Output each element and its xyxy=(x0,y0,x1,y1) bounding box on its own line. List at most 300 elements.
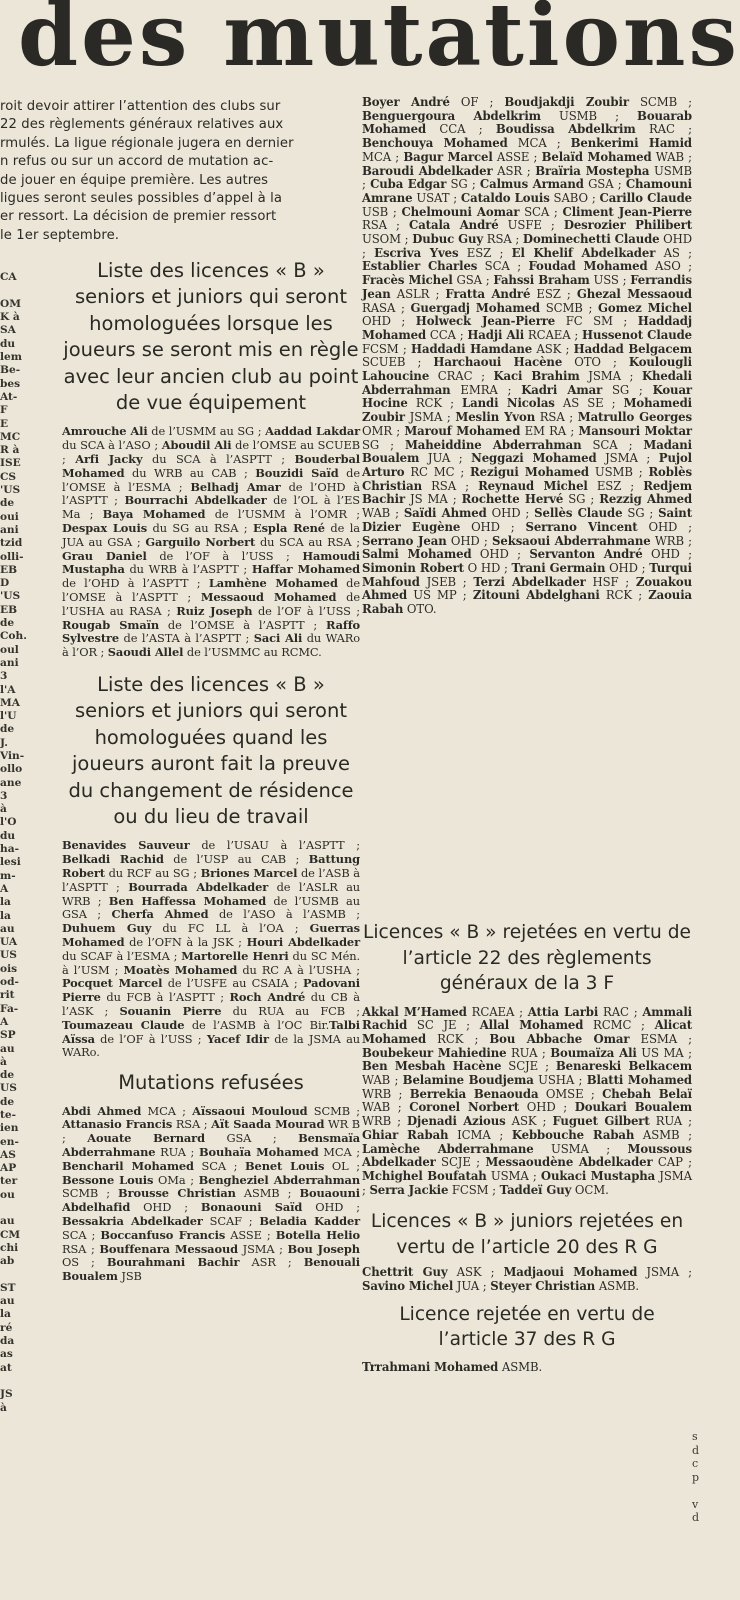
cut-text-fragment: A xyxy=(0,1015,9,1028)
cut-text-fragment: du xyxy=(0,829,16,842)
club-transfer: USMB ; xyxy=(362,163,692,192)
cut-text-fragment: JS xyxy=(0,1388,13,1401)
left-column-cut-text xyxy=(0,258,27,1415)
club-transfer: JUA ; xyxy=(419,451,472,466)
player-name: Simonin Robert xyxy=(362,560,464,575)
intro-line: n refus ou sur un accord de mutation ac- xyxy=(0,154,274,170)
player-name: Matrullo Georges xyxy=(577,410,692,425)
club-transfer: ESMA ; xyxy=(629,1031,692,1046)
cut-text-fragment: de xyxy=(0,1095,15,1108)
club-transfer: RCK ; xyxy=(407,396,463,411)
cut-text-fragment: l'U xyxy=(0,710,17,723)
player-name: Rougab Smaïn xyxy=(62,617,160,632)
cut-text-fragment: au xyxy=(0,1215,15,1228)
cut-text-fragment xyxy=(0,285,22,298)
club-transfer: du SCAF à l’ESMA ; xyxy=(62,948,182,963)
cut-text-fragment: Be- xyxy=(0,364,21,377)
club-transfer: de l’USFE au CSAIA ; xyxy=(162,976,303,991)
player-name: Bensmaïa Abderrahmane xyxy=(62,1131,360,1159)
club-transfer: JSMA ; xyxy=(238,1241,288,1256)
intro-line: le 1er septembre. xyxy=(0,227,120,243)
club-transfer: USS ; xyxy=(589,273,631,288)
club-transfer: du SCA à l’ASPTT ; xyxy=(142,452,295,467)
club-transfer: US MP ; xyxy=(407,588,473,603)
player-name: Chamouni Amrane xyxy=(362,177,692,205)
club-transfer: RUA ; xyxy=(155,1144,199,1159)
cut-text-fragment: la xyxy=(0,909,11,922)
player-name: Guerras Mohamed xyxy=(62,921,360,949)
player-name: Carillo Claude xyxy=(599,190,692,205)
cut-text-fragment: tzid xyxy=(0,537,23,550)
player-name: Allal Mohamed xyxy=(479,1018,584,1033)
player-name: Boudjakdji Zoubir xyxy=(504,95,629,109)
club-transfer: SCMB ; xyxy=(62,1186,119,1201)
player-name: Ben Haffessa Mohamed xyxy=(108,893,267,908)
club-transfer: OHD ; xyxy=(605,560,650,575)
player-name: Dominechetti Claude xyxy=(522,232,660,247)
club-transfer: ASMB ; xyxy=(634,1127,693,1142)
club-transfer: de l’ASMB à l’OC Bir. xyxy=(184,1017,330,1032)
club-transfer: de l’OMSE à l’ASPTT ; xyxy=(159,617,326,632)
list-mutations-refusees-part1 xyxy=(62,1105,360,1367)
player-name: Talbi Aïssa xyxy=(62,1017,361,1046)
player-name: Brousse Christian xyxy=(118,1186,236,1201)
cut-text-fragment: la xyxy=(0,896,11,909)
player-name: Bessone Louis xyxy=(62,1172,154,1187)
player-name: Moatès Mohamed xyxy=(123,962,238,977)
club-transfer: SCMB ; xyxy=(307,1103,360,1118)
club-transfer: de l’OF à l’USS ; xyxy=(94,1031,207,1046)
club-transfer: CRAC ; xyxy=(429,369,494,384)
player-name: Rezigui Mohamed xyxy=(470,464,589,479)
cut-text-fragment: l'O xyxy=(0,816,17,829)
club-transfer: OHD ; xyxy=(471,547,530,562)
club-transfer: RCAEA ; xyxy=(466,1004,528,1019)
cut-text-fragment: c xyxy=(692,1457,699,1470)
club-transfer: SCAF ; xyxy=(202,1213,260,1228)
club-transfer: RAC ; xyxy=(635,122,692,137)
club-transfer: du SCA au RSA ; xyxy=(255,534,360,549)
player-name: Ruiz Joseph xyxy=(176,603,253,618)
club-transfer: SCA ; xyxy=(193,1158,246,1173)
player-name: Climent Jean-Pierre xyxy=(562,204,692,219)
club-transfer: OHD ; xyxy=(362,314,416,329)
cut-text-fragment: ISE xyxy=(0,457,21,470)
cut-text-fragment: du xyxy=(0,337,16,350)
list-licences-rejetees-22 xyxy=(362,1006,692,1198)
club-transfer: de l’ASTA à l’ASPTT ; xyxy=(119,631,254,646)
cut-text-fragment: E xyxy=(0,417,9,430)
club-transfer: JSMA ; xyxy=(405,410,456,425)
cut-text-fragment: as xyxy=(0,1348,13,1361)
player-name: Ghiar Rabah xyxy=(362,1127,449,1142)
cut-text-fragment: à xyxy=(0,1401,7,1414)
cut-text-fragment: ter xyxy=(0,1175,18,1188)
club-transfer: OMa ; xyxy=(153,1172,199,1187)
player-name: Marouf Mohamed xyxy=(404,423,521,438)
cut-text-fragment: A xyxy=(0,882,9,895)
player-name: Briones Marcel xyxy=(200,866,298,881)
club-transfer: de l’OFN à la JSK ; xyxy=(124,935,247,949)
club-transfer: de l’USMB au GSA ; xyxy=(62,893,360,922)
player-name: Duhuem Guy xyxy=(62,921,152,936)
player-name: Fuguet Gilbert xyxy=(552,1114,650,1129)
cut-text-fragment: lesi xyxy=(0,856,21,869)
club-transfer: ASSE ; xyxy=(492,149,542,164)
player-name: Grau Daniel xyxy=(62,548,147,563)
club-transfer: GSA ; xyxy=(452,273,494,288)
player-name: Mchighel Boufatah xyxy=(362,1168,487,1183)
club-transfer: AS SE ; xyxy=(554,396,624,411)
cut-text-fragment: l'A xyxy=(0,683,16,696)
player-name: Ben Mesbah Hacène xyxy=(362,1059,502,1074)
cut-text-fragment xyxy=(0,1269,22,1282)
club-transfer: SCA ; xyxy=(477,259,529,274)
player-name: Messaoud Mohamed xyxy=(200,590,337,604)
club-transfer: HSF ; xyxy=(585,574,636,589)
club-transfer: USMA ; xyxy=(533,1141,628,1156)
player-name: Bourrachi Abdelkader xyxy=(124,493,267,508)
player-name: Meslin Yvon xyxy=(455,410,536,425)
club-transfer: SG ; xyxy=(446,177,480,192)
club-transfer: FCSM ; xyxy=(448,1182,500,1197)
cut-text-fragment: à xyxy=(0,1055,7,1068)
player-name: Bencharil Mohamed xyxy=(62,1158,194,1173)
club-transfer: RSA ; xyxy=(62,1241,100,1256)
player-name: Ghezal Messaoud xyxy=(576,286,693,301)
player-name: Zouakou Ahmed xyxy=(362,574,692,603)
player-name: Saint Dizier Eugène xyxy=(362,506,692,534)
club-transfer: du FCB à l’ASPTT ; xyxy=(100,990,230,1005)
player-name: Redjem Bachir xyxy=(362,478,692,507)
club-transfer: du WARo à l’OR ; xyxy=(62,631,360,660)
club-transfer: WAB ; xyxy=(651,149,692,164)
club-transfer: WR B ; xyxy=(62,1117,360,1146)
club-transfer: ASK ; xyxy=(447,1265,504,1280)
player-name: Braïria Mostepha xyxy=(535,163,650,178)
club-transfer: RUA ; xyxy=(649,1114,692,1129)
intro-line: de jouer en équipe première. Les autres xyxy=(0,172,269,188)
player-name: Steyer Christian xyxy=(490,1279,596,1294)
player-name: Ferrandis Jean xyxy=(362,273,692,301)
player-name: Benchouya Mohamed xyxy=(362,136,508,151)
player-name: Boccanfuso Francis xyxy=(100,1227,226,1242)
cut-text-fragment: au xyxy=(0,1295,15,1308)
club-transfer: SCJE ; xyxy=(501,1059,556,1074)
player-name: Botella Helio xyxy=(275,1227,360,1242)
player-name: Seksaoui Abderrahmane xyxy=(492,533,651,548)
club-transfer: OHD ; xyxy=(642,547,693,562)
club-transfer: OHD ; xyxy=(362,232,693,260)
cut-text-fragment: ST xyxy=(0,1281,16,1294)
player-name: Trrahmani Mohamed xyxy=(362,1359,499,1374)
club-transfer: du RCF au SG ; xyxy=(104,866,201,881)
cut-text-fragment: bes xyxy=(0,377,21,390)
club-transfer: SCA ; xyxy=(581,437,644,452)
cut-text-fragment: AP xyxy=(0,1162,17,1175)
player-name: Lamhène Mohamed xyxy=(208,576,338,591)
cut-text-fragment: US xyxy=(0,949,17,962)
cut-text-fragment: D xyxy=(0,577,10,590)
cut-text-fragment: 3 xyxy=(0,670,8,683)
player-name: Zaouia Rabah xyxy=(362,588,693,617)
club-transfer: du RUA au FCB ; xyxy=(221,1003,360,1018)
player-name: Trani Germain xyxy=(511,560,606,575)
cut-text-fragment: at xyxy=(0,1361,12,1374)
player-name: Blatti Mohamed xyxy=(586,1073,692,1088)
cut-text-fragment: oul xyxy=(0,643,19,656)
club-transfer: du CB à l’ASK ; xyxy=(62,990,360,1018)
club-transfer: USOM ; xyxy=(362,232,413,247)
club-transfer: SCMB ; xyxy=(540,300,598,315)
player-name: Hadji Ali xyxy=(467,327,525,342)
club-transfer: WAB ; xyxy=(362,1100,410,1115)
player-name: Padovani Pierre xyxy=(62,976,360,1005)
cut-text-fragment xyxy=(692,1484,702,1498)
player-name: Khedali Abderrahman xyxy=(362,369,692,397)
player-name: Bouaouni Abdelhafid xyxy=(62,1186,361,1215)
club-transfer: ESZ ; xyxy=(587,478,644,493)
club-transfer: OHD ; xyxy=(637,519,693,534)
player-name: Abdi Ahmed xyxy=(62,1103,142,1118)
player-name: Houri Abdelkader xyxy=(246,935,360,949)
player-name: Guergadj Mohamed xyxy=(410,300,541,315)
club-transfer: RCK ; xyxy=(599,588,649,603)
heading-licence-rejetee-37: Licence rejetée en vertu de l’article 37 des R G xyxy=(399,1303,655,1351)
player-name: Bou Joseph xyxy=(287,1241,360,1256)
cut-text-fragment: EB xyxy=(0,603,18,616)
player-name: Kaci Brahim xyxy=(493,369,580,384)
cut-text-fragment: ab xyxy=(0,1255,15,1268)
player-name: Souanin Pierre xyxy=(119,1003,222,1018)
club-transfer: OHD ; xyxy=(446,533,493,548)
cut-text-fragment: UA xyxy=(0,936,18,949)
intro-line: 22 des règlements généraux relatives aux xyxy=(0,117,284,133)
club-transfer: RSA ; xyxy=(483,232,523,247)
player-name: Reynaud Michel xyxy=(478,478,588,493)
cut-text-fragment: At- xyxy=(0,390,18,403)
cut-text-fragment: ollo xyxy=(0,763,23,776)
middle-column xyxy=(62,258,360,1367)
club-transfer: du WRB au CAB ; xyxy=(124,465,256,480)
player-name: Haddad Belgacem xyxy=(573,341,692,356)
club-transfer: de l’ASO à l’ASMB ; xyxy=(208,907,360,922)
heading-licences-rejetees-22: Licences « B » rejetées en vertu de l’article 22 des règlements généraux de la 3 F xyxy=(363,922,691,994)
player-name: Benavides Sauveur xyxy=(62,838,190,853)
player-name: Neggazi Mohamed xyxy=(471,451,597,466)
club-transfer: ASMB. xyxy=(498,1359,543,1374)
cut-text-fragment: à xyxy=(0,803,7,816)
club-transfer: WRB ; xyxy=(362,1086,410,1101)
club-transfer: de l’OF à l’USS ; xyxy=(146,548,303,563)
player-name: Boudissa Abdelkrim xyxy=(495,122,636,137)
cut-text-fragment: d xyxy=(692,1443,700,1457)
cut-text-fragment: J. xyxy=(0,736,8,749)
right-column xyxy=(362,96,692,1374)
player-name: Harchaoui Hacène xyxy=(433,355,563,370)
club-transfer: de l’OHD à l’ASPTT ; xyxy=(62,479,360,508)
club-transfer: OHD ; xyxy=(486,506,535,521)
club-transfer: WAB ; xyxy=(362,506,404,521)
club-transfer: O HD ; xyxy=(463,560,512,575)
club-transfer: ASLR ; xyxy=(390,286,446,301)
player-name: Cherfa Ahmed xyxy=(111,907,209,922)
club-transfer: RASA ; xyxy=(362,300,411,315)
player-name: Pujol Arturo xyxy=(362,451,692,479)
club-transfer: WAB ; xyxy=(362,1073,403,1088)
club-transfer: RSA ; xyxy=(422,478,479,493)
player-name: Salmi Mohamed xyxy=(362,547,472,562)
club-transfer: CAP ; xyxy=(652,1155,692,1170)
cut-text-fragment: s xyxy=(692,1430,698,1443)
player-name: Messaoudène Abdelkader xyxy=(485,1155,653,1170)
player-name: Serrano Jean xyxy=(362,533,447,548)
club-transfer: RC MC ; xyxy=(404,464,471,479)
club-transfer: du SC Mén. à l’USM ; xyxy=(62,948,360,977)
club-transfer: de l’OMSE à l’ESMA ; xyxy=(62,465,360,494)
cut-text-fragment: AS xyxy=(0,1148,16,1161)
player-name: Bengheziel Abderrahman xyxy=(198,1172,360,1187)
player-name: Bagur Marcel xyxy=(403,149,493,164)
player-name: Establier Charles xyxy=(362,259,478,274)
player-name: Landi Nicolas xyxy=(462,396,555,411)
club-transfer: de l’USMMC au RCMC. xyxy=(183,645,322,660)
player-name: Benkerimi Hamid xyxy=(570,136,692,151)
club-transfer: de l’USMM au SG ; xyxy=(147,424,266,439)
club-transfer: SC JE ; xyxy=(407,1018,480,1033)
player-name: Serrano Vincent xyxy=(525,519,638,534)
cut-text-fragment: Vin- xyxy=(0,749,25,762)
club-transfer: de l’ASLR au WRB ; xyxy=(62,879,360,908)
club-transfer: ASMB ; xyxy=(235,1186,300,1201)
player-name: Haddadi Hamdane xyxy=(411,341,533,356)
club-transfer: ASR ; xyxy=(492,163,536,178)
cut-text-fragment: p xyxy=(692,1470,700,1484)
player-name: Dubuc Guy xyxy=(412,232,484,247)
player-name: Doukari Boualem xyxy=(574,1100,692,1115)
player-name: Belkadi Rachid xyxy=(62,852,164,867)
player-name: Beladia Kadder xyxy=(259,1213,360,1228)
player-name: Kouar Hocine xyxy=(362,382,692,411)
player-name: Bessakria Abdelkader xyxy=(62,1213,203,1228)
player-name: Ammali Rachid xyxy=(362,1004,692,1033)
cut-text-fragment: de xyxy=(0,1069,15,1082)
club-transfer: du SG au RSA ; xyxy=(147,521,254,536)
club-transfer: JUA ; xyxy=(453,1279,491,1294)
club-transfer: de l’OMSE au SCUEB ; xyxy=(62,438,360,467)
player-name: Aouate Bernard xyxy=(87,1131,205,1146)
player-name: Coronel Norbert xyxy=(409,1100,520,1115)
player-name: Djenadi Azious xyxy=(407,1114,506,1129)
player-name: Hussenot Claude xyxy=(582,327,692,342)
club-transfer: OTO ; xyxy=(562,355,629,370)
club-transfer: AS ; xyxy=(655,245,692,260)
cut-text-fragment: Fa- xyxy=(0,1002,19,1015)
cut-text-fragment: en- xyxy=(0,1135,19,1148)
list-juniors-rejetees-20 xyxy=(362,1266,692,1293)
cut-text-fragment: CS xyxy=(0,470,17,483)
player-name: Haffar Mohamed xyxy=(251,562,361,577)
cut-text-fragment: CA xyxy=(0,271,17,284)
cut-text-fragment: 'US xyxy=(0,484,21,497)
cut-text-fragment: K à xyxy=(0,311,20,324)
intro-line: ligues seront seules possibles d’appel à la xyxy=(0,191,283,207)
club-transfer: ASMB. xyxy=(595,1279,640,1294)
cut-text-fragment: de xyxy=(0,617,15,630)
cut-text-fragment xyxy=(0,1375,22,1388)
player-name: Boubekeur Mahiedine xyxy=(362,1045,507,1060)
cut-text-fragment: au xyxy=(0,922,15,935)
player-name: Turqui Mahfoud xyxy=(362,560,693,589)
club-transfer: OHD ; xyxy=(302,1200,360,1215)
player-name: Benguergoura Abdelkrim xyxy=(362,108,541,123)
cut-text-fragment: ane xyxy=(0,776,22,789)
player-name: Zitouni Abdelghani xyxy=(472,588,600,603)
cut-text-fragment: la xyxy=(0,1308,11,1321)
club-transfer: JSMA ; xyxy=(362,1168,692,1197)
player-name: Roch André xyxy=(229,990,306,1005)
club-transfer: SG ; xyxy=(563,492,600,507)
player-name: Benareski Belkacem xyxy=(555,1059,692,1074)
club-transfer: OF ; xyxy=(449,95,505,109)
club-transfer: RSA ; xyxy=(362,218,409,233)
cut-text-fragment: m- xyxy=(0,869,16,882)
club-transfer: SCUEB ; xyxy=(362,355,434,370)
player-name: Haddadj Mohamed xyxy=(362,314,692,342)
player-name: Fracès Michel xyxy=(362,273,453,288)
club-transfer: de l’OHD à l’ASPTT ; xyxy=(62,576,209,591)
player-name: Sellès Claude xyxy=(534,506,623,521)
player-name: Belhadj Amar xyxy=(190,479,281,494)
player-name: Escriva Yves xyxy=(374,245,459,260)
club-transfer: ASO ; xyxy=(647,259,692,274)
club-transfer: de la JSMA au WARo. xyxy=(62,1031,361,1060)
cut-text-fragment: R à xyxy=(0,444,20,457)
player-name: Rochette Hervé xyxy=(461,492,564,507)
club-transfer: SCA ; xyxy=(62,1227,101,1242)
club-transfer: SABO ; xyxy=(549,190,600,205)
club-transfer: de l’ASB à l’ASPTT ; xyxy=(62,866,360,894)
club-transfer: OL ; xyxy=(324,1158,361,1173)
player-name: Catala André xyxy=(409,218,499,233)
club-transfer: JSB xyxy=(117,1269,142,1284)
player-name: Holweck Jean-Pierre xyxy=(415,314,556,329)
player-name: Aït Saada Mourad xyxy=(211,1117,325,1132)
player-name: Bourahmani Bachir xyxy=(106,1255,240,1270)
club-transfer: SG ; xyxy=(362,437,405,452)
player-name: Servanton André xyxy=(529,547,643,562)
player-name: Aïssaoui Mouloud xyxy=(192,1103,308,1118)
player-name: Attanasio Francis xyxy=(62,1117,173,1132)
cut-text-fragment: Coh. xyxy=(0,630,27,643)
club-transfer: FC SM ; xyxy=(555,314,638,329)
player-name: Boumaïza Ali xyxy=(550,1045,637,1060)
player-name: Chettrit Guy xyxy=(362,1265,448,1280)
intro-paragraph xyxy=(0,98,372,245)
club-transfer: MCA ; xyxy=(318,1144,360,1159)
club-transfer: SCJE ; xyxy=(435,1155,486,1170)
club-transfer: de l’USMM à l’OMR ; xyxy=(205,507,360,522)
club-transfer: de l’OMSE à l’ASPTT ; xyxy=(62,576,360,604)
cut-text-fragment xyxy=(0,1202,22,1215)
cut-text-fragment: te- xyxy=(0,1109,17,1121)
heading-juniors-rejetees-20: Licences « B » juniors rejetées en vertu de l’article 20 des R G xyxy=(370,1211,684,1258)
player-name: Belamine Boudjema xyxy=(402,1073,534,1088)
cut-text-fragment: ré xyxy=(0,1321,13,1334)
right-column-cut-text xyxy=(692,1430,702,1525)
club-transfer: SG ; xyxy=(602,382,653,397)
player-name: Garguilo Norbert xyxy=(145,534,256,549)
